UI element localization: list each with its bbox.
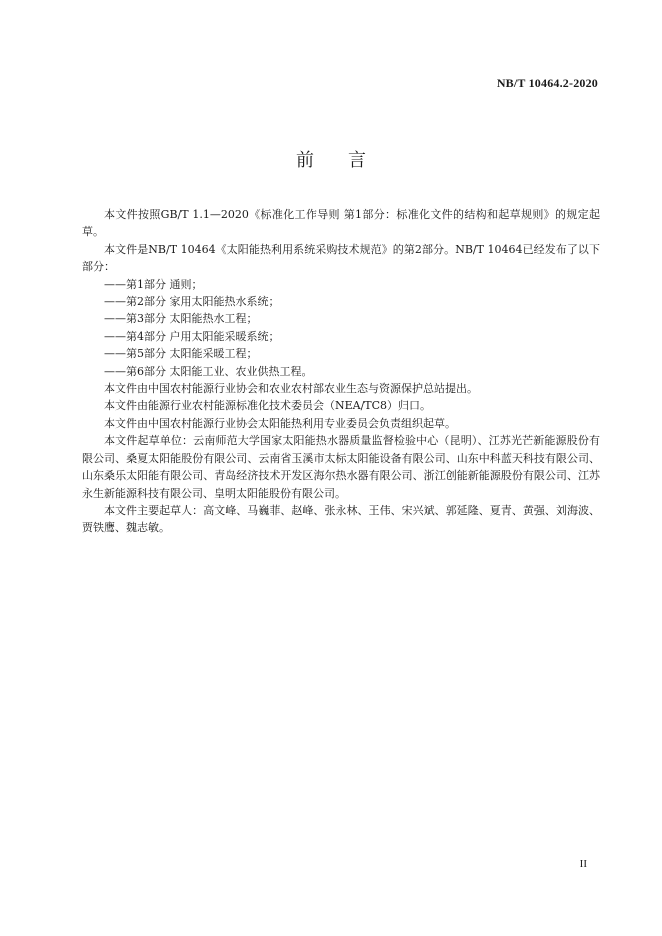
paragraph-proposer: 本文件由中国农村能源行业协会和农业农村部农业生态与资源保护总站提出。: [104, 382, 478, 396]
list-item-part-2: ——第2部分 家用太阳能热水系统；: [104, 295, 280, 309]
page-title: 前言: [296, 150, 400, 171]
list-item-part-5: ——第5部分 太阳能采暖工程；: [104, 347, 258, 361]
page-number: II: [579, 858, 587, 870]
paragraph-drafters: 本文件主要起草人：高文峰、马巍菲、赵峰、张永林、王伟、宋兴斌、郭延隆、夏青、黄强、刘海波、贾铁鹰、魏志敏。: [82, 503, 600, 535]
list-item-part-3: ——第3部分 太阳能热水工程；: [104, 312, 258, 326]
list-item-part-4: ——第4部分 户用太阳能采暖系统；: [104, 329, 280, 343]
paragraph-organizer: 本文件由中国农村能源行业协会太阳能热利用专业委员会负责组织起草。: [104, 416, 456, 430]
list-item-part-1: ——第1部分 通则；: [104, 277, 203, 291]
paragraph-drafting-units: 本文件起草单位：云南师范大学国家太阳能热水器质量监督检验中心（昆明）、江苏光芒新能源股份有限公司、桑夏太阳能股份有限公司、云南省玉溪市太标太阳能设备有限公司、山东中科蓝天科技有限公司、山东桑乐太阳能有限公司、青岛经济技术开发区海尔热水器有限公司、浙江创能新能源股份有限公司、江苏永生新能源科技有限公司、皇明太阳能股份有限公司。: [82, 434, 600, 500]
document-code: NB/T 10464.2-2020: [496, 76, 598, 90]
paragraph-series-intro: 本文件是NB/T 10464《太阳能热利用系统采购技术规范》的第2部分。NB/T 10464已经发布了以下部分：: [82, 242, 600, 274]
list-item-part-6: ——第6部分 太阳能工业、农业供热工程。: [104, 364, 313, 378]
foreword-body: [82, 206, 600, 537]
paragraph-centralized: 本文件由能源行业农村能源标准化技术委员会（NEA/TC8）归口。: [104, 399, 432, 413]
paragraph-drafting-rules: 本文件按照GB/T 1.1—2020《标准化工作导则 第1部分：标准化文件的结构和起草规则》的规定起草。: [82, 208, 600, 239]
